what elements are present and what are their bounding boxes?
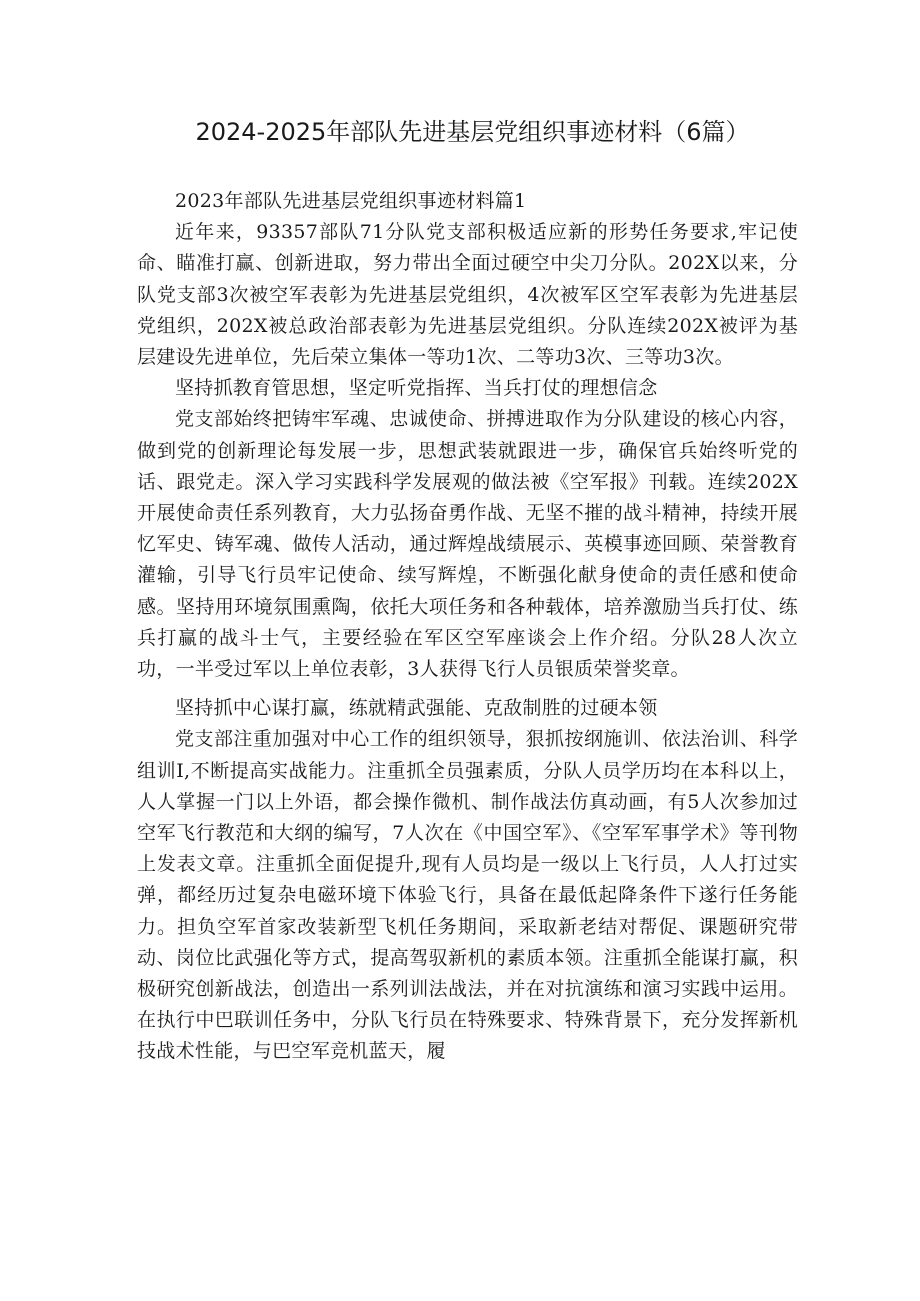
paragraph-education: 党支部始终把铸牢军魂、忠诚使命、拼搏进取作为分队建设的核心内容，做到党的创新理论每发展一步，思想武装就跟进一步，确保官兵始终听党的话、跟党走。深入学习实践科学发展观的做法被《空军报》刊载。连续202X开展使命责任系列教育，大力弘扬奋勇作战、无坚不摧的战斗精神，持续开展忆军史、铸军魂、做传人活动，通过辉煌战绩展示、英模事迹回顾、荣誉教育灌输，引导飞行员牢记使命、续写辉煌，不断强化献身使命的责任感和使命感。坚持用环境氛围熏陶，依托大项任务和各种载体，培养激励当兵打仗、练兵打赢的战斗士气，主要经验在军区空军座谈会上作介绍。分队28人次立功，一半受过军以上单位表彰，3人获得飞行人员银质荣誉奖章。 <box>137 408 798 681</box>
paragraph-training: 党支部注重加强对中心工作的组织领导，狠抓按纲施训、依法治训、科学组训I,不断提高实战能力。注重抓全员强素质，分队人员学历均在本科以上，人人掌握一门以上外语，都会操作微机、制作战法仿真动画，有5人次参加过空军飞行教范和大纲的编写，7人次在《中国空军》、《空军军事学术》等刊物上发表文章。注重抓全面促提升,现有人员均是一级以上飞行员，人人打过实弹，都经历过复杂电磁环境下体验飞行，具备在最低起降条件下遂行任务能力。担负空军首家改装新型飞机任务期间，采取新老结对帮促、课题研究带动、岗位比武强化等方式，提高驾驭新机的素质本领。注重抓全能谋打赢，积极研究创新战法，创造出一系列训法战法，并在对抗演练和演习实践中运用。在执行中巴联训任务中，分队飞行员在特殊要求、特殊背景下，充分发挥新机技战术性能，与巴空军竞机蓝天，履 <box>137 728 798 1063</box>
chapter-heading: 2023年部队先进基层党组织事迹材料篇1 <box>175 190 527 212</box>
document-title: 2024-2025年部队先进基层党组织事迹材料（6篇） <box>195 118 750 146</box>
paragraph-intro: 近年来，93357部队71分队党支部积极适应新的形势任务要求,牢记使命、瞄准打赢、创新进取，努力带出全面过硬空中尖刀分队。202X以来，分队党支部3次被空军表彰为先进基层党组织，4次被军区空军表彰为先进基层党组织，202X被总政治部表彰为先进基层党组织。分队连续202X被评为基层建设先进单位，先后荣立集体一等功1次、二等功3次、三等功3次。 <box>137 221 798 369</box>
document-body <box>137 186 798 1068</box>
section-heading-education: 坚持抓教育管思想，坚定听党指挥、当兵打仗的理想信念 <box>175 377 658 400</box>
section-heading-training: 坚持抓中心谋打赢，练就精武强能、克敌制胜的过硬本领 <box>175 697 658 720</box>
